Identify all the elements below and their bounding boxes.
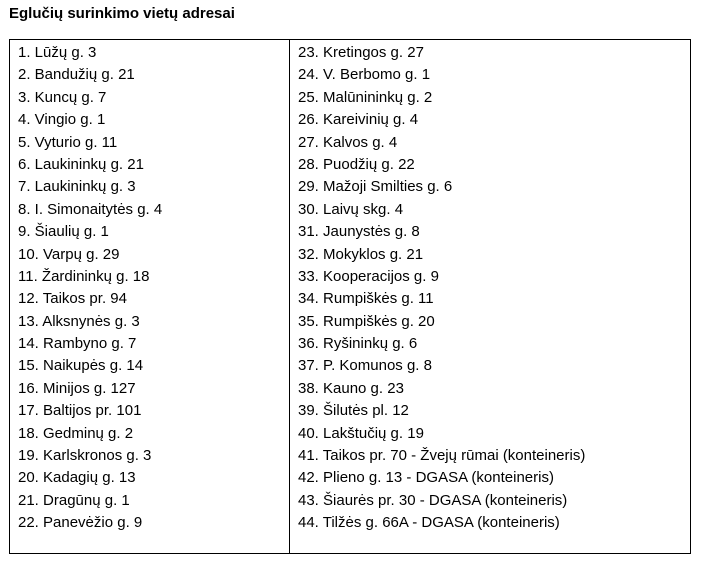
address-list-item: 23. Kretingos g. 27	[298, 44, 424, 61]
address-list-item: 3. Kuncų g. 7	[18, 88, 107, 106]
address-list-item: 12. Taikos pr. 94	[18, 290, 127, 308]
address-list-item: 31. Jaunystės g. 8	[298, 223, 420, 241]
address-list-item: 16. Minijos g. 127	[18, 379, 136, 397]
address-list-item: 20. Kadagių g. 13	[18, 469, 136, 487]
address-list-item: 18. Gedminų g. 2	[18, 424, 134, 442]
address-list-item: 27. Kalvos g. 4	[298, 133, 398, 151]
address-list-item: 10. Varpų g. 29	[18, 245, 120, 263]
address-list-item: 22. Panevėžio g. 9	[18, 514, 143, 532]
address-list-item: 24. V. Berbomo g. 1	[298, 66, 431, 84]
address-list-item: 19. Karlskronos g. 3	[18, 447, 152, 465]
address-list-item: 34. Rumpiškės g. 11	[298, 290, 434, 308]
address-list-item: 37. P. Komunos g. 8	[298, 357, 432, 375]
address-column-right	[290, 40, 690, 553]
page-title: Eglučių surinkimo vietų adresai	[9, 5, 235, 22]
address-list-item: 32. Mokyklos g. 21	[298, 245, 424, 263]
address-list-item: 9. Šiaulių g. 1	[18, 223, 109, 241]
address-list-item: 11. Žardininkų g. 18	[18, 267, 150, 285]
address-table	[9, 39, 691, 554]
address-list-item: 36. Ryšininkų g. 6	[298, 335, 418, 353]
address-list-item: 26. Kareivinių g. 4	[298, 111, 419, 129]
address-list-item: 28. Puodžių g. 22	[298, 155, 415, 173]
address-list-item: 2. Bandužių g. 21	[18, 66, 135, 84]
address-list-item: 14. Rambyno g. 7	[18, 335, 137, 353]
address-list-item: 15. Naikupės g. 14	[18, 357, 144, 375]
address-list-item: 30. Laivų skg. 4	[298, 200, 404, 218]
address-column-left	[10, 40, 290, 553]
address-list-item: 13. Alksnynės g. 3	[18, 312, 140, 330]
address-list-item: 33. Kooperacijos g. 9	[298, 267, 439, 285]
address-list-item: 38. Kauno g. 23	[298, 379, 404, 397]
address-list-item: 39. Šilutės pl. 12	[298, 402, 409, 420]
address-list-item: 29. Mažoji Smilties g. 6	[298, 178, 453, 196]
address-list-item: 42. Plieno g. 13 - DGASA (konteineris)	[298, 469, 554, 487]
address-list-item: 4. Vingio g. 1	[18, 111, 106, 129]
address-list-item: 1. Lūžų g. 3	[18, 44, 97, 61]
address-list-item: 21. Dragūnų g. 1	[18, 491, 130, 509]
address-list-item: 44. Tilžės g. 66A - DGASA (konteineris)	[298, 514, 560, 532]
address-list-item: 35. Rumpiškės g. 20	[298, 312, 435, 330]
address-list-item: 17. Baltijos pr. 101	[18, 402, 142, 420]
address-list-item: 43. Šiaurės pr. 30 - DGASA (konteineris)	[298, 491, 568, 509]
address-list-item: 5. Vyturio g. 11	[18, 133, 118, 151]
address-list-item: 8. I. Simonaitytės g. 4	[18, 200, 163, 218]
address-list-item: 7. Laukininkų g. 3	[18, 178, 136, 196]
address-list-item: 25. Malūnininkų g. 2	[298, 88, 433, 106]
address-list-item: 41. Taikos pr. 70 - Žvejų rūmai (konteineris)	[298, 447, 586, 465]
address-list-item: 40. Lakštučių g. 19	[298, 424, 424, 442]
address-list-item: 6. Laukininkų g. 21	[18, 155, 144, 173]
